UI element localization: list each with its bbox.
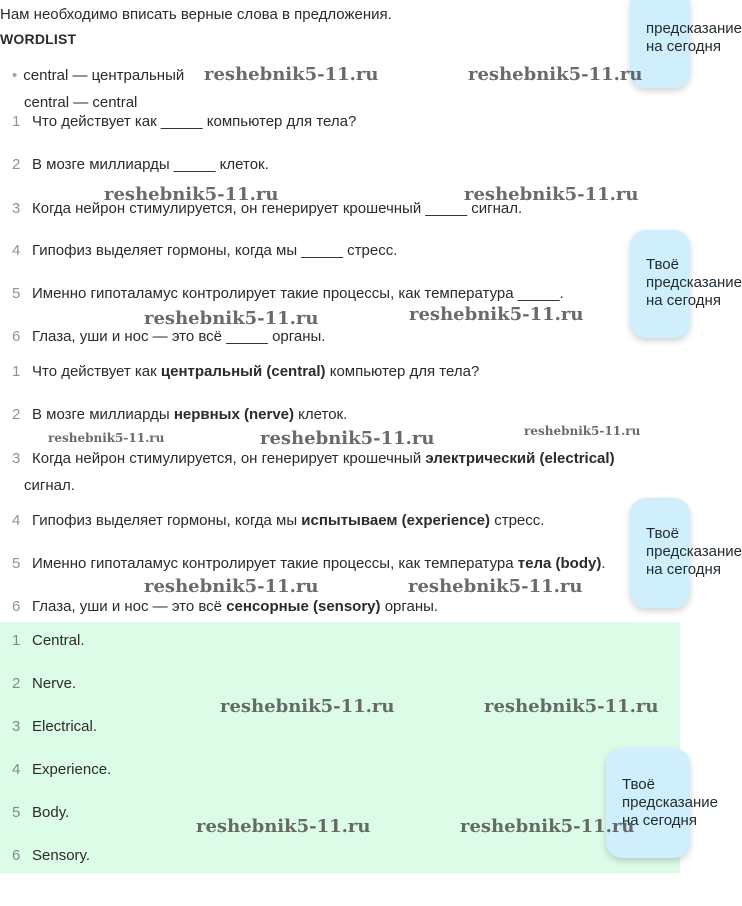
- bubble-text: на сегодня: [646, 38, 721, 55]
- answer-number: 5: [12, 804, 21, 821]
- watermark: reshebnik5-11.ru: [48, 431, 165, 445]
- filled-answer: испытываем (experience): [301, 512, 491, 529]
- filled-post: компьютер для тела?: [325, 363, 480, 380]
- question-text: Именно гипоталамус контролирует такие процессы, как температура _____.: [32, 285, 564, 302]
- answer-text: Nerve.: [32, 675, 77, 692]
- watermark: reshebnik5-11.ru: [144, 576, 319, 597]
- filled-answer: тела (body): [517, 555, 602, 572]
- filled-number: 2: [12, 406, 21, 423]
- filled-text: [32, 511, 544, 531]
- filled-number: 3: [12, 450, 21, 467]
- watermark: reshebnik5-11.ru: [220, 696, 395, 717]
- filled-post: органы.: [380, 598, 439, 615]
- bubble-text: Твоё: [622, 776, 655, 793]
- question-text: Что действует как _____ компьютер для тела?: [32, 113, 357, 130]
- filled-answer: сенсорные (sensory): [226, 598, 381, 615]
- filled-text: [32, 449, 615, 469]
- filled-text: [32, 362, 479, 382]
- bubble-text: предсказание: [646, 274, 742, 291]
- answer-text: Electrical.: [32, 718, 98, 735]
- watermark: reshebnik5-11.ru: [484, 696, 659, 717]
- filled-post: клеток.: [294, 406, 348, 423]
- watermark: reshebnik5-11.ru: [408, 576, 583, 597]
- watermark: reshebnik5-11.ru: [460, 816, 635, 837]
- bubble-text: предсказание: [622, 794, 719, 811]
- filled-number: 6: [12, 598, 21, 615]
- filled-pre: Гипофиз выделяет гормоны, когда мы: [32, 512, 302, 529]
- filled-post: .: [601, 555, 606, 572]
- filled-answer: нервных (nerve): [173, 406, 294, 423]
- watermark: reshebnik5-11.ru: [524, 424, 641, 438]
- answer-number: 6: [12, 847, 21, 864]
- watermark: reshebnik5-11.ru: [144, 308, 319, 329]
- bubble-text: на сегодня: [646, 292, 721, 309]
- watermark: reshebnik5-11.ru: [204, 64, 379, 85]
- bullet-icon: •: [12, 67, 18, 84]
- wordlist-title: WORDLIST: [0, 31, 77, 47]
- filled-text: [32, 405, 347, 425]
- filled-number: 1: [12, 363, 21, 380]
- prediction-bubble[interactable]: [606, 748, 719, 858]
- answer-text: Central.: [32, 632, 85, 649]
- answer-text: Sensory.: [32, 847, 91, 864]
- filled-pre: Глаза, уши и нос — это всё: [32, 598, 227, 615]
- answer-number: 3: [12, 718, 21, 735]
- watermark: reshebnik5-11.ru: [104, 184, 279, 205]
- question-number: 2: [12, 156, 21, 173]
- question-text: Гипофиз выделяет гормоны, когда мы _____ стресс.: [32, 242, 398, 259]
- filled-text: [32, 597, 438, 617]
- wordlist-item-text: central — центральный: [23, 67, 185, 84]
- bubble-text: предсказание: [646, 543, 742, 560]
- question-text: В мозге миллиарды _____ клеток.: [32, 156, 269, 173]
- answer-number: 4: [12, 761, 21, 778]
- filled-number: 4: [12, 512, 21, 529]
- answer-number: 1: [12, 632, 21, 649]
- filled-post: стресс.: [490, 512, 545, 529]
- filled-pre: Что действует как: [32, 363, 161, 380]
- filled-row: [12, 554, 680, 576]
- filled-pre: Когда нейрон стимулируется, он генерирует крошечный: [32, 450, 426, 467]
- filled-answer: центральный (central): [160, 363, 326, 380]
- prediction-bubble[interactable]: [630, 230, 742, 338]
- filled-text: [32, 554, 606, 574]
- watermark: reshebnik5-11.ru: [409, 304, 584, 325]
- filled-wrap-text: сигнал.: [24, 477, 75, 494]
- bubble-text: Твоё: [646, 525, 679, 542]
- bubble-text: на сегодня: [622, 812, 697, 829]
- answer-text: Body.: [32, 804, 70, 821]
- question-text: Глаза, уши и нос — это всё _____ органы.: [32, 328, 326, 345]
- filled-pre: В мозге миллиарды: [32, 406, 174, 423]
- intro-text: Нам необходимо вписать верные слова в предложения.: [0, 6, 392, 23]
- watermark: reshebnik5-11.ru: [464, 184, 639, 205]
- prediction-bubble[interactable]: [630, 498, 742, 608]
- question-number: 6: [12, 328, 21, 345]
- question-text: Когда нейрон стимулируется, он генерирует крошечный _____ сигнал.: [32, 200, 523, 217]
- question-number: 4: [12, 242, 21, 259]
- wordlist-item: [12, 67, 184, 84]
- answer-number: 2: [12, 675, 21, 692]
- bubble-text: на сегодня: [646, 561, 721, 578]
- filled-answer: электрический (electrical): [425, 450, 615, 467]
- watermark: reshebnik5-11.ru: [196, 816, 371, 837]
- question-number: 3: [12, 200, 21, 217]
- wordlist-item-cut: central — central: [24, 94, 138, 111]
- watermark: reshebnik5-11.ru: [260, 428, 435, 449]
- bubble-text: Твоё: [646, 256, 679, 273]
- question-number: 5: [12, 285, 21, 302]
- answer-text: Experience.: [32, 761, 112, 778]
- filled-number: 5: [12, 555, 21, 572]
- bubble-text: предсказание: [646, 20, 742, 37]
- watermark: reshebnik5-11.ru: [468, 64, 643, 85]
- filled-pre: Именно гипоталамус контролирует такие процессы, как температура: [32, 555, 518, 572]
- question-number: 1: [12, 113, 21, 130]
